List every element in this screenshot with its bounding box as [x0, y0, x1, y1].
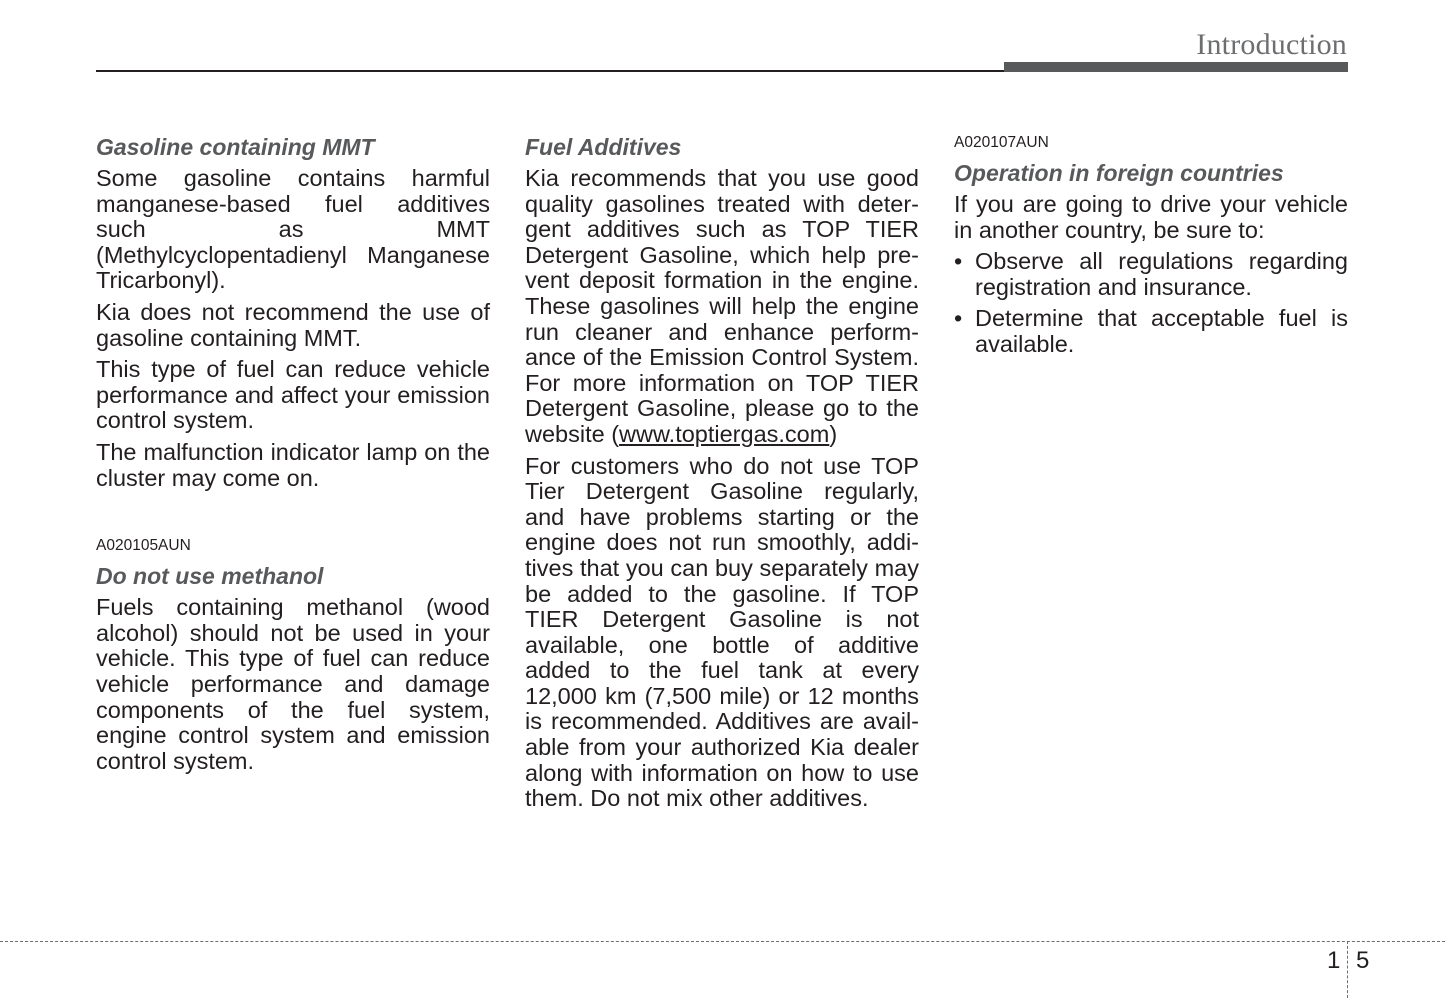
list-item-text: Determine that acceptable fuel is available. — [975, 305, 1348, 357]
column-right — [954, 134, 1348, 364]
bullet-icon: • — [954, 305, 963, 332]
header-bar — [1004, 62, 1348, 72]
section-heading-methanol: Do not use methanol — [96, 563, 324, 590]
website-link[interactable]: www.toptiergas.com — [619, 420, 830, 447]
section-heading-fuel-additives: Fuel Additives — [525, 134, 682, 160]
bullet-icon: • — [954, 248, 963, 275]
footer-divider — [1347, 941, 1348, 998]
section-heading-mmt: Gasoline containing MMT — [96, 134, 375, 160]
column-left — [96, 134, 490, 780]
list-item-text: Observe all regulations regarding registration and insurance. — [975, 248, 1348, 300]
paragraph: If you are going to drive your vehicle in another country, be sure to: — [954, 191, 1348, 243]
paragraph: Fuels containing methanol (wood alcohol) should not be used in your vehicle. This type of fuel can reduce vehicle performance and damage components of the fuel system, engine control system and emission control system. — [96, 594, 490, 774]
page-header-title: Introduction — [1196, 28, 1347, 61]
section-code: A020105AUN — [96, 537, 191, 555]
paragraph: This type of fuel can reduce vehicle performance and affect your emission control system. — [96, 356, 490, 434]
list-item — [954, 306, 1348, 357]
paragraph: Kia does not recommend the use of gasoline containing MMT. — [96, 298, 490, 351]
paragraph-text: Kia recommends that you use good quality gasolines treated with detergent additives such as TOP TIER Detergent Gasoline, which help prevent deposit formation in the engine. These gasolines will help the engine run cleaner and enhance performance of the Emission Control System. For more information on TOP TIER Detergent Gasoline, please go to the website ( — [525, 165, 919, 447]
section-code: A020107AUN — [954, 134, 1049, 151]
paragraph — [525, 166, 919, 448]
paragraph: For customers who do not use TOP Tier Detergent Gasoline regularly, and have problems starting or the engine does not run smoothly, additives that you can buy separately may be added to the gasoline. If TOP TIER Detergent Gasoline is not available, one bottle of additive added to the fuel tank at every 12,000 km (7,500 mile) or 12 months is recommended. Additives are available from your authorized Kia dealer along with information on how to use them. Do not mix other additives. — [525, 452, 919, 812]
list-item — [954, 249, 1348, 300]
paragraph: Some gasoline contains harmful manganese-based fuel additives such as MMT (Methylcyclopentadienyl Manganese Tricarbonyl). — [96, 165, 490, 294]
column-middle — [525, 134, 919, 818]
chapter-number: 1 — [1327, 947, 1341, 974]
header-rule — [96, 70, 1006, 72]
paragraph: The malfunction indicator lamp on the cluster may come on. — [96, 438, 490, 491]
paragraph-text: ) — [829, 420, 838, 447]
section-heading-foreign-countries: Operation in foreign countries — [954, 160, 1284, 186]
bullet-list — [954, 249, 1348, 357]
page-number: 5 — [1356, 947, 1370, 974]
footer-rule — [0, 941, 1445, 942]
spacer — [96, 497, 490, 537]
